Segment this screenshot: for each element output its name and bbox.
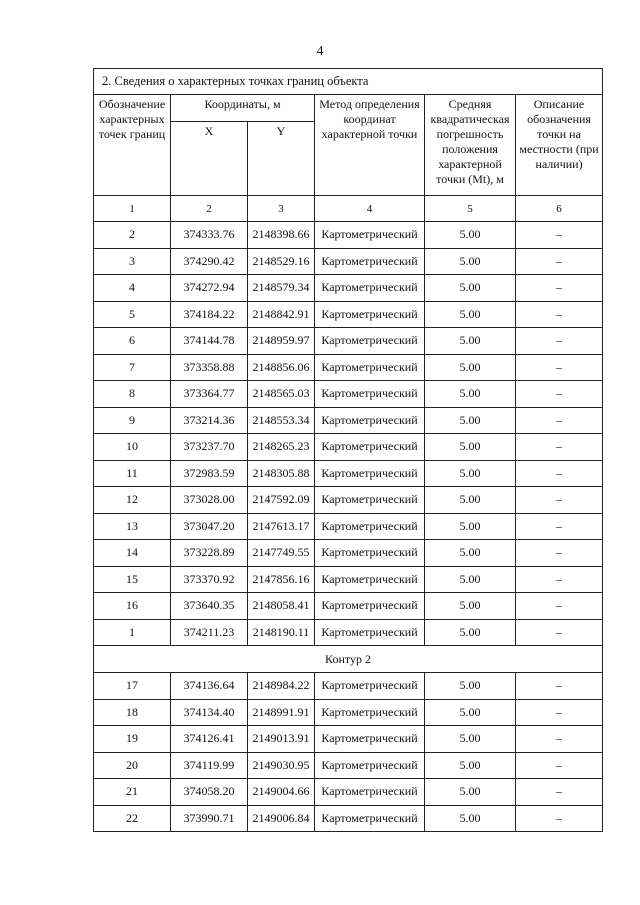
cell-description: – [516,487,603,514]
cell-coord-x: 374184.22 [171,301,248,328]
cell-point-number: 18 [94,699,171,726]
cell-method: Картометрический [315,381,425,408]
cell-point-number: 2 [94,222,171,249]
cell-coord-y: 2148984.22 [248,673,315,700]
cell-method: Картометрический [315,434,425,461]
cell-point-number: 17 [94,673,171,700]
cell-description: – [516,275,603,302]
cell-description: – [516,566,603,593]
table-row [94,248,603,275]
cell-point-number: 21 [94,779,171,806]
boundary-points-table [93,68,603,832]
cell-accuracy: 5.00 [425,328,516,355]
page-number: 4 [316,44,324,59]
header-coordinates: Координаты, м [171,95,315,122]
cell-method: Картометрический [315,566,425,593]
cell-description: – [516,540,603,567]
cell-coord-y: 2148856.06 [248,354,315,381]
cell-coord-y: 2148058.41 [248,593,315,620]
cell-coord-y: 2147749.55 [248,540,315,567]
table-row [94,513,603,540]
cell-method: Картометрический [315,328,425,355]
table-row [94,566,603,593]
cell-coord-y: 2149006.84 [248,805,315,832]
cell-point-number: 8 [94,381,171,408]
cell-point-number: 6 [94,328,171,355]
cell-coord-x: 373990.71 [171,805,248,832]
cell-coord-y: 2149004.66 [248,779,315,806]
cell-method: Картометрический [315,752,425,779]
cell-point-number: 19 [94,726,171,753]
cell-coord-x: 373214.36 [171,407,248,434]
cell-description: – [516,513,603,540]
cell-description: – [516,726,603,753]
cell-coord-y: 2147592.09 [248,487,315,514]
cell-method: Картометрический [315,275,425,302]
cell-accuracy: 5.00 [425,779,516,806]
cell-method: Картометрический [315,619,425,646]
section-title: 2. Сведения о характерных точках границ объекта [94,69,603,95]
cell-accuracy: 5.00 [425,407,516,434]
header-designation: Обозначение характерных точек границ [94,95,171,196]
cell-point-number: 12 [94,487,171,514]
cell-description: – [516,673,603,700]
column-number: 3 [248,196,315,222]
cell-coord-y: 2148190.11 [248,619,315,646]
header-y: Y [248,122,315,196]
table-row [94,673,603,700]
header-description: Описание обозначения точки на местности (при наличии) [516,95,603,196]
cell-coord-x: 374126.41 [171,726,248,753]
table-row [94,222,603,249]
cell-coord-x: 374058.20 [171,779,248,806]
cell-description: – [516,699,603,726]
table-row [94,487,603,514]
column-number: 6 [516,196,603,222]
cell-point-number: 4 [94,275,171,302]
cell-coord-y: 2149030.95 [248,752,315,779]
cell-description: – [516,328,603,355]
cell-accuracy: 5.00 [425,275,516,302]
contour-row [94,646,603,673]
cell-coord-x: 373028.00 [171,487,248,514]
cell-method: Картометрический [315,673,425,700]
cell-coord-x: 374119.99 [171,752,248,779]
cell-accuracy: 5.00 [425,381,516,408]
cell-method: Картометрический [315,222,425,249]
contour-label: Контур 2 [94,646,603,673]
table-row [94,805,603,832]
cell-point-number: 3 [94,248,171,275]
cell-description: – [516,805,603,832]
cell-coord-y: 2148553.34 [248,407,315,434]
cell-coord-y: 2148959.97 [248,328,315,355]
column-number: 2 [171,196,248,222]
cell-accuracy: 5.00 [425,619,516,646]
cell-accuracy: 5.00 [425,566,516,593]
cell-accuracy: 5.00 [425,752,516,779]
cell-coord-x: 373047.20 [171,513,248,540]
table-row [94,540,603,567]
cell-coord-x: 374290.42 [171,248,248,275]
cell-coord-x: 374333.76 [171,222,248,249]
cell-coord-x: 372983.59 [171,460,248,487]
cell-coord-x: 374144.78 [171,328,248,355]
cell-accuracy: 5.00 [425,673,516,700]
cell-accuracy: 5.00 [425,699,516,726]
cell-coord-x: 373237.70 [171,434,248,461]
cell-coord-y: 2147856.16 [248,566,315,593]
cell-point-number: 10 [94,434,171,461]
cell-point-number: 7 [94,354,171,381]
cell-coord-x: 373228.89 [171,540,248,567]
table-row [94,699,603,726]
cell-point-number: 16 [94,593,171,620]
cell-accuracy: 5.00 [425,593,516,620]
cell-method: Картометрический [315,248,425,275]
column-number: 5 [425,196,516,222]
cell-method: Картометрический [315,407,425,434]
cell-accuracy: 5.00 [425,726,516,753]
cell-accuracy: 5.00 [425,434,516,461]
cell-coord-y: 2148842.91 [248,301,315,328]
header-method: Метод определения координат характерной точки [315,95,425,196]
cell-method: Картометрический [315,301,425,328]
header-x: X [171,122,248,196]
table-row [94,726,603,753]
cell-method: Картометрический [315,805,425,832]
cell-method: Картометрический [315,487,425,514]
cell-coord-y: 2147613.17 [248,513,315,540]
cell-coord-y: 2148529.16 [248,248,315,275]
table-row [94,328,603,355]
cell-coord-x: 373364.77 [171,381,248,408]
cell-accuracy: 5.00 [425,805,516,832]
cell-coord-y: 2148265.23 [248,434,315,461]
cell-coord-x: 373358.88 [171,354,248,381]
cell-method: Картометрический [315,460,425,487]
cell-description: – [516,248,603,275]
cell-description: – [516,301,603,328]
table-row [94,779,603,806]
cell-description: – [516,381,603,408]
cell-point-number: 15 [94,566,171,593]
cell-point-number: 20 [94,752,171,779]
cell-point-number: 13 [94,513,171,540]
cell-point-number: 14 [94,540,171,567]
header-accuracy: Средняя квадратическая погрешность положения характерной точки (Mt), м [425,95,516,196]
cell-accuracy: 5.00 [425,487,516,514]
cell-point-number: 11 [94,460,171,487]
cell-point-number: 22 [94,805,171,832]
cell-coord-y: 2148991.91 [248,699,315,726]
cell-coord-y: 2148579.34 [248,275,315,302]
cell-description: – [516,460,603,487]
table-row [94,301,603,328]
cell-coord-x: 374136.64 [171,673,248,700]
table-row [94,434,603,461]
cell-accuracy: 5.00 [425,460,516,487]
cell-coord-x: 373640.35 [171,593,248,620]
table-row [94,752,603,779]
table-row [94,354,603,381]
cell-description: – [516,434,603,461]
cell-method: Картометрический [315,779,425,806]
cell-accuracy: 5.00 [425,222,516,249]
cell-method: Картометрический [315,513,425,540]
cell-method: Картометрический [315,354,425,381]
cell-coord-x: 374211.23 [171,619,248,646]
table-row [94,407,603,434]
cell-method: Картометрический [315,593,425,620]
cell-coord-y: 2148398.66 [248,222,315,249]
cell-description: – [516,593,603,620]
cell-accuracy: 5.00 [425,248,516,275]
cell-coord-x: 374134.40 [171,699,248,726]
column-numbers-row [94,196,603,222]
table-row [94,593,603,620]
cell-coord-x: 374272.94 [171,275,248,302]
table-row [94,460,603,487]
cell-method: Картометрический [315,540,425,567]
cell-description: – [516,779,603,806]
table-row [94,381,603,408]
cell-coord-x: 373370.92 [171,566,248,593]
cell-method: Картометрический [315,699,425,726]
cell-description: – [516,752,603,779]
cell-point-number: 1 [94,619,171,646]
cell-description: – [516,619,603,646]
cell-point-number: 5 [94,301,171,328]
table-row [94,619,603,646]
column-number: 4 [315,196,425,222]
cell-point-number: 9 [94,407,171,434]
column-number: 1 [94,196,171,222]
cell-description: – [516,407,603,434]
table-row [94,275,603,302]
cell-accuracy: 5.00 [425,354,516,381]
cell-description: – [516,354,603,381]
cell-accuracy: 5.00 [425,301,516,328]
cell-accuracy: 5.00 [425,513,516,540]
cell-coord-y: 2148305.88 [248,460,315,487]
cell-coord-y: 2148565.03 [248,381,315,408]
cell-accuracy: 5.00 [425,540,516,567]
cell-coord-y: 2149013.91 [248,726,315,753]
cell-method: Картометрический [315,726,425,753]
cell-description: – [516,222,603,249]
